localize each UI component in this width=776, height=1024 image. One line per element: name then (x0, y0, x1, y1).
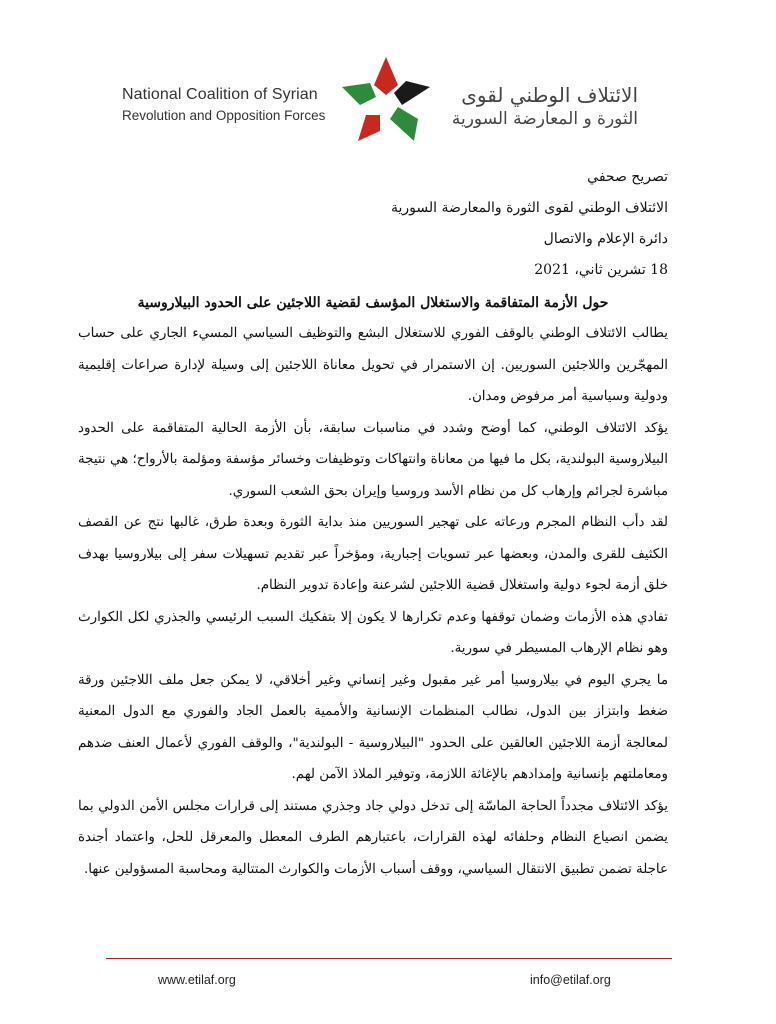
org-name-en-line1: National Coalition of Syrian (122, 86, 318, 103)
org-name-english (122, 85, 352, 127)
paragraph-4: تفادي هذه الأزمات وضمان توقفها وعدم تكرارها لا يكون إلا بتفكيك السبب الرئيسي والجذري لكل الكوارث وهو نظام الإرهاب المسيطر في سورية. (78, 609, 668, 656)
letterhead (0, 55, 776, 145)
document-title: حول الأزمة المتفاقمة والاستغلال المؤسف لقضية اللاجئين على الحدود البيلاروسية (137, 295, 609, 311)
paragraph-5: ما يجري اليوم في بيلاروسيا أمر غير مقبول وغير إنساني وغير أخلاقي، لا يمكن جعل ملف اللاجئين ورقة ضغط وابتزاز بين الدول، نطالب المنظمات الإنسانية والأممية بالعمل الجاد والفوري مع الدول المعنية لمعالجة أزمة اللاجئين العالقين على الحدود "البيلاروسية - البولندية"، والوقف الفوري لأعمال العنف ضدهم ومعاملتهم بإنسانية وإمدادهم بالإغاثة اللازمة، وتوفير الملاذ الآمن لهم. (78, 672, 668, 782)
footer-divider (106, 958, 672, 959)
paragraph-2: يؤكد الائتلاف الوطني، كما أوضح وشدد في مناسبات سابقة، بأن الأزمة الحالية المتفاقمة على الحدود البيلاروسية البولندية، بكل ما فيها من معاناة وانتهاكات وتوظيفات وخسائر مؤسفة ومؤلمة بالأرواح؛ هي نتيجة مباشرة لجرائم وإرهاب كل من نظام الأسد وروسيا وإيران بحق الشعب السوري. (78, 420, 668, 499)
paragraph-1: يطالب الائتلاف الوطني بالوقف الفوري للاستغلال البشع والتوظيف السياسي المسيء الجاري على حساب المهجّرين واللاجئين السوريين. إن الاستمرار في تحويل معاناة اللاجئين إلى وسيلة لإدارة صراعات إقليمية ودولية وسياسية أمر مرفوض ومدان. (78, 326, 668, 404)
footer-website-link[interactable]: www.etilaf.org (158, 973, 236, 987)
org-name-ar-line2: الثورة و المعارضة السورية (451, 109, 638, 129)
press-release-body (78, 162, 668, 885)
logo-star-center (376, 95, 396, 113)
logo-star-ray-bottom-right (390, 107, 418, 141)
paragraph-6: يؤكد الائتلاف مجدداً الحاجة الماسّة إلى تدخل دولي جاد وجذري مستند إلى قرارات مجلس الأمن الدولي بما يضمن انصياع النظام وحلفائه لهذه القرارات، باعتبارهم الطرف المعطل والمعرقل للحل، واعتماد أجندة عاجلة تضمن تطبيق الانتقال السياسي، ووقف أسباب الأزمات والكوارث المتتالية ومحاسبة المسؤولين عنها. (78, 798, 668, 877)
org-name-en-line2: Revolution and Opposition Forces (122, 108, 326, 123)
document-date: 18 تشرين ثاني، 2021 (534, 262, 668, 278)
issuer-name: الائتلاف الوطني لقوى الثورة والمعارضة السورية (390, 200, 668, 216)
department-name: دائرة الإعلام والاتصال (543, 231, 668, 247)
logo-star-ray-bottom-left (358, 115, 380, 141)
document-type-label: تصريح صحفي (587, 169, 668, 185)
logo-star-ray-left (342, 83, 376, 105)
org-name-ar-line1: الائتلاف الوطني لقوى (461, 83, 638, 107)
org-name-arabic (418, 83, 638, 131)
paragraph-3: لقد دأب النظام المجرم ورعاته على تهجير السوريين منذ بداية الثورة وبعدة طرق، غالبها نتج عن القصف الكثيف للقرى والمدن، وبعضها عبر تسويات إجبارية، ومؤخراً عبر تقديم تسهيلات سفر إلى بيلاروسيا بهدف خلق أزمة لجوء دولية واستغلال قضية اللاجئين لشرعنة وإعادة تدوير النظام. (78, 515, 668, 593)
logo-star-ray-top (374, 57, 398, 95)
footer-email-link[interactable]: info@etilaf.org (530, 973, 611, 987)
